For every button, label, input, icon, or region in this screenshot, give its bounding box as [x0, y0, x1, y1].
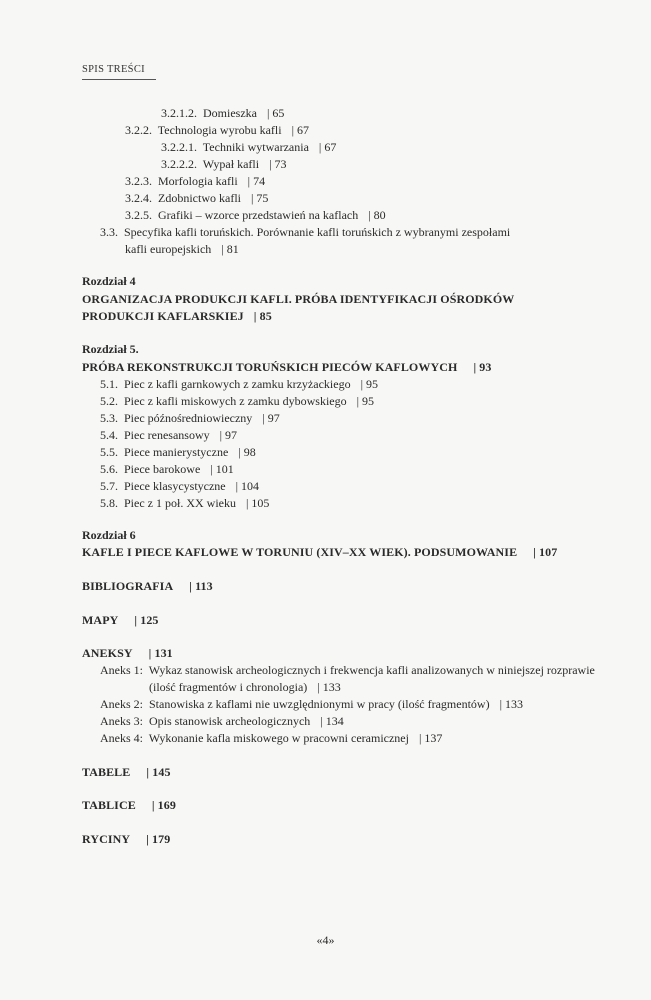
chapter-6-title: KAFLE I PIECE KAFLOWE W TORUNIU (XIV–XX WIEK). PODSUMOWANIE| 107	[82, 545, 557, 559]
aneksy-entry: ANEKSY| 131	[82, 646, 173, 660]
toc-entry-continuation: kafli europejskich| 81	[125, 242, 239, 256]
toc-entry: 3.2.2.2. Wypał kafli| 73	[161, 157, 286, 171]
toc-entry: 3.2.2.1. Techniki wytwarzania| 67	[161, 140, 336, 154]
toc-entry: 3.2.4. Zdobnictwo kafli| 75	[125, 191, 268, 205]
chapter-6-label: Rozdział 6	[82, 528, 136, 542]
chapter-5-item: 5.7. Piece klasycystyczne| 104	[100, 479, 259, 493]
toc-entry: 3.3. Specyfika kafli toruńskich. Porównanie kafli toruńskich z wybranymi zespołami	[100, 225, 511, 239]
toc-entry: 3.2.1.2. Domieszka| 65	[161, 106, 284, 120]
ryciny-entry: RYCINY| 179	[82, 832, 170, 846]
chapter-4-label: Rozdział 4	[82, 274, 136, 288]
running-header: SPIS TREŚCI	[82, 64, 145, 75]
header-rule	[82, 79, 156, 80]
chapter-5-item: 5.1. Piec z kafli garnkowych z zamku krzyżackiego| 95	[100, 377, 378, 391]
aneks-item: Aneks 4: Wykonanie kafla miskowego w pracowni ceramicznej| 137	[100, 731, 442, 745]
chapter-4-title-line1: ORGANIZACJA PRODUKCJI KAFLI. PRÓBA IDENTYFIKACJI OŚRODKÓW	[82, 292, 515, 306]
chapter-5-title: PRÓBA REKONSTRUKCJI TORUŃSKICH PIECÓW KAFLOWYCH| 93	[82, 360, 491, 374]
chapter-5-label: Rozdział 5.	[82, 342, 139, 356]
chapter-5-item: 5.3. Piec późnośredniowieczny| 97	[100, 411, 280, 425]
toc-entry: 3.2.3. Morfologia kafli| 74	[125, 174, 265, 188]
bibliografia-entry: BIBLIOGRAFIA| 113	[82, 579, 213, 593]
chapter-5-item: 5.8. Piec z 1 poł. XX wieku| 105	[100, 496, 269, 510]
chapter-5-item: 5.4. Piec renesansowy| 97	[100, 428, 237, 442]
chapter-5-item: 5.6. Piece barokowe| 101	[100, 462, 234, 476]
tabele-entry: TABELE| 145	[82, 765, 171, 779]
toc-entry: 3.2.5. Grafiki – wzorce przedstawień na kaflach| 80	[125, 208, 386, 222]
aneks-item: Aneks 1: Wykaz stanowisk archeologicznych i frekwencja kafli analizowanych w niniejszej rozprawie	[100, 663, 595, 677]
aneks-item: Aneks 2: Stanowiska z kaflami nie uwzględnionymi w pracy (ilość fragmentów)| 133	[100, 697, 523, 711]
chapter-5-item: 5.2. Piec z kafli miskowych z zamku dybowskiego| 95	[100, 394, 374, 408]
toc-entry: 3.2.2. Technologia wyrobu kafli| 67	[125, 123, 309, 137]
aneks-item-continuation: (ilość fragmentów i chronologia)| 133	[149, 680, 341, 694]
chapter-5-item: 5.5. Piece manierystyczne| 98	[100, 445, 256, 459]
aneks-item: Aneks 3: Opis stanowisk archeologicznych| 134	[100, 714, 344, 728]
mapy-entry: MAPY| 125	[82, 613, 159, 627]
tablice-entry: TABLICE| 169	[82, 798, 176, 812]
chapter-4-title-line2: PRODUKCJI KAFLARSKIEJ| 85	[82, 309, 272, 323]
page-number: «4»	[316, 933, 335, 947]
